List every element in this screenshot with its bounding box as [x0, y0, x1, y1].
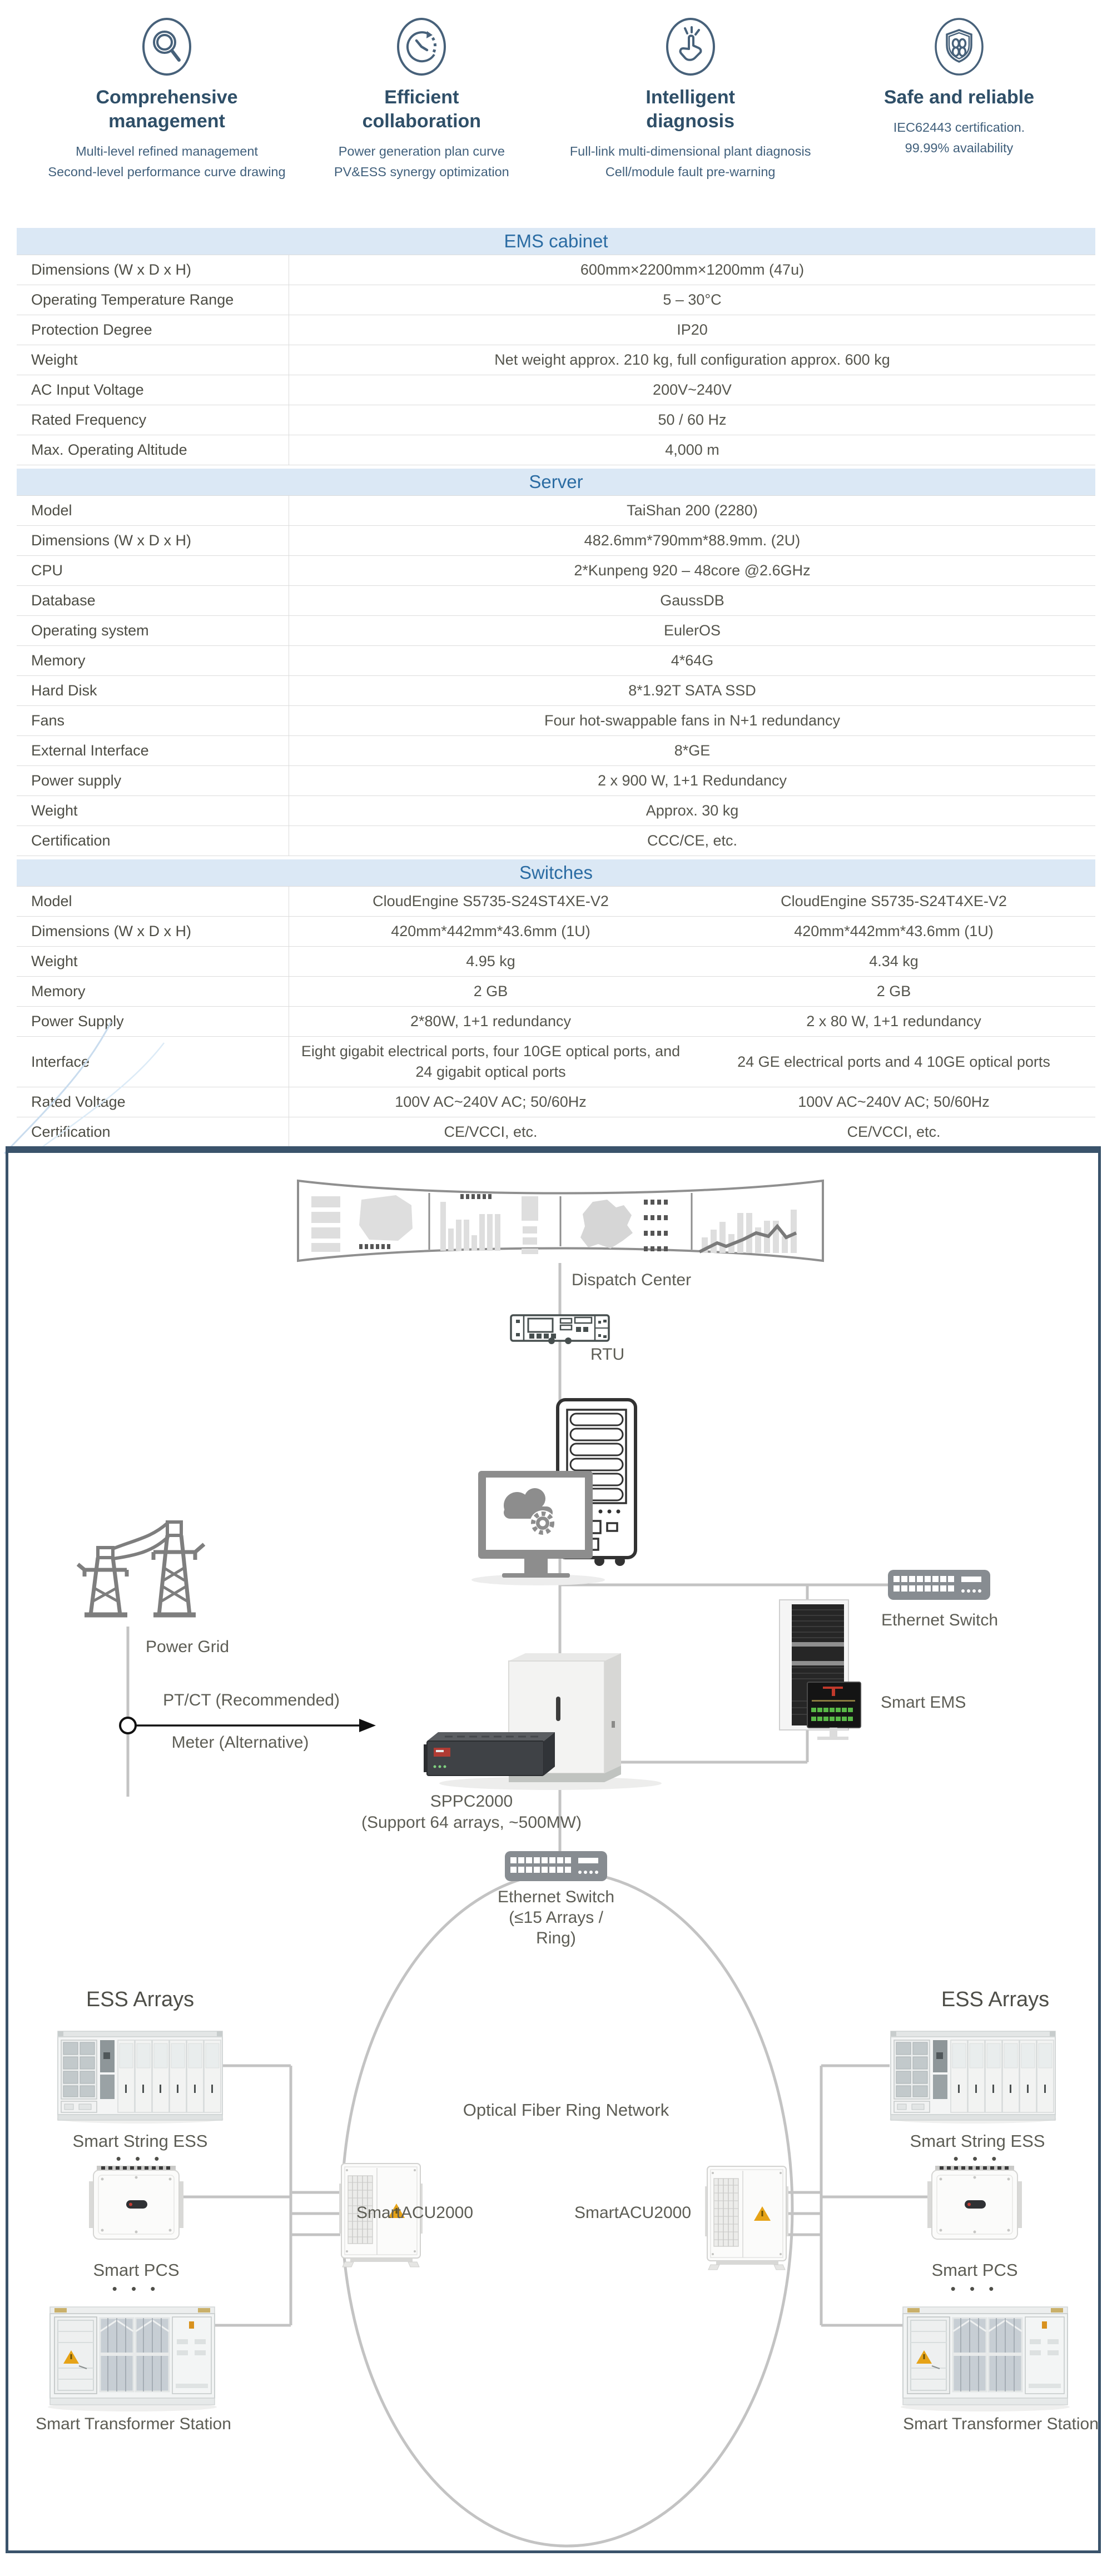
spec-value: 100V AC~240V AC; 50/60Hz — [798, 1093, 990, 1110]
spec-value: 2*Kunpeng 920 – 48core @2.6GHz — [574, 562, 811, 579]
ellipsis-left-1: • • • — [116, 2150, 165, 2167]
label-sppc2000-sub: (Support 64 arrays, ~500MW) — [361, 1813, 582, 1832]
spec-label: Model — [17, 496, 289, 525]
ethernet-switch-right-icon — [888, 1570, 990, 1600]
spec-label: Power supply — [17, 766, 289, 795]
label-transformer-right: Smart Transformer Station — [903, 2415, 1099, 2433]
smart-transformer-right-icon — [901, 2307, 1070, 2411]
spec-value: CCC/CE, etc. — [647, 832, 738, 849]
spec-label: Hard Disk — [17, 676, 289, 705]
spec-label: Rated Voltage — [17, 1087, 289, 1117]
spec-value: CloudEngine S5735-S24ST4XE-V2 — [373, 893, 609, 909]
rtu-icon — [511, 1315, 609, 1344]
ellipsis-right-1: • • • — [953, 2150, 1002, 2167]
feature-subtext: IEC62443 certification. 99.99% availability — [893, 120, 1025, 155]
ellipsis-right-2: • • • — [950, 2280, 999, 2297]
ellipsis-left-2: • • • — [112, 2280, 161, 2297]
spec-label: Weight — [17, 947, 289, 976]
spec-value: 482.6mm*790mm*88.9mm. (2U) — [584, 532, 801, 549]
spec-label: CPU — [17, 556, 289, 585]
dispatch-center-video-wall-icon — [298, 1181, 823, 1261]
spec-value: 8*GE — [674, 742, 711, 759]
spec-value: CE/VCCI, etc. — [444, 1123, 538, 1140]
spec-label: Power Supply — [17, 1007, 289, 1036]
spec-value: Eight gigabit electrical ports, four 10GE optical ports, and 24 gigabit optical ports — [301, 1043, 681, 1080]
spec-value: 100V AC~240V AC; 50/60Hz — [395, 1093, 587, 1110]
spec-value: 24 GE electrical ports and 4 10GE optical ports — [737, 1053, 1050, 1070]
feature-subtext: Multi-level refined management Second-level performance curve drawing — [48, 144, 286, 179]
label-acu-right: SmartACU2000 — [574, 2204, 692, 2222]
spec-label: Operating Temperature Range — [17, 285, 289, 315]
label-rtu: RTU — [590, 1345, 625, 1364]
spec-value: Approx. 30 kg — [646, 802, 739, 819]
smart-string-ess-left-icon — [57, 2031, 224, 2124]
label-meter: Meter (Alternative) — [171, 1733, 309, 1752]
spec-label: Memory — [17, 646, 289, 675]
spec-value: 200V~240V — [653, 381, 732, 398]
ethernet-switch-center-icon — [505, 1851, 607, 1881]
label-acu-left: SmartACU2000 — [356, 2204, 474, 2222]
spec-value: 5 – 30°C — [663, 291, 722, 308]
spec-value: 50 / 60 Hz — [658, 411, 727, 428]
spec-label: Certification — [17, 826, 289, 856]
label-string-ess-left: Smart String ESS — [72, 2131, 208, 2151]
power-grid-icon — [78, 1522, 204, 1615]
spec-label: Database — [17, 586, 289, 615]
table-header: EMS cabinet — [17, 228, 1095, 255]
label-power-grid: Power Grid — [146, 1638, 230, 1656]
label-dispatch-center: Dispatch Center — [572, 1271, 692, 1289]
spec-label: Weight — [17, 345, 289, 375]
spec-value: 420mm*442mm*43.6mm (1U) — [391, 923, 590, 939]
spec-label: Max. Operating Altitude — [17, 435, 289, 465]
smart-transformer-left-icon — [48, 2307, 217, 2411]
spec-value: EulerOS — [663, 622, 721, 639]
label-center-switch-2: (≤15 Arrays / — [509, 1908, 603, 1927]
spec-label: Model — [17, 887, 289, 916]
label-smart-pcs-left: Smart PCS — [93, 2260, 180, 2280]
label-smart-pcs-right: Smart PCS — [931, 2260, 1018, 2280]
sppc2000-icon — [424, 1653, 662, 1790]
label-sppc2000: SPPC2000 — [430, 1792, 513, 1811]
smart-pcs-right-icon — [927, 2166, 1022, 2239]
spec-value: IP20 — [677, 321, 708, 338]
spec-value: 600mm×2200mm×1200mm (47u) — [580, 261, 805, 278]
spec-value: TaiShan 200 (2280) — [627, 502, 758, 519]
label-ethernet-switch-right: Ethernet Switch — [881, 1611, 999, 1629]
feature-title: Comprehensive management — [96, 87, 238, 132]
label-string-ess-right: Smart String ESS — [910, 2131, 1045, 2151]
spec-value: 2 GB — [473, 983, 508, 999]
feature-title: Intelligent diagnosis — [646, 87, 735, 132]
spec-value: 2 x 900 W, 1+1 Redundancy — [598, 772, 787, 789]
spec-label: Memory — [17, 977, 289, 1006]
smart-ems-rack-icon — [780, 1600, 861, 1740]
spec-value: 4.34 kg — [869, 953, 919, 969]
spec-label: Rated Frequency — [17, 405, 289, 435]
spec-label: Operating system — [17, 616, 289, 645]
spec-value: CloudEngine S5735-S24T4XE-V2 — [781, 893, 1007, 909]
spec-value: GaussDB — [660, 592, 724, 609]
label-center-switch-3: Ring) — [536, 1929, 576, 1947]
spec-value: CE/VCCI, etc. — [847, 1123, 941, 1140]
label-transformer-left: Smart Transformer Station — [36, 2415, 231, 2433]
spec-label: Dimensions (W x D x H) — [17, 255, 289, 285]
spec-label: Protection Degree — [17, 315, 289, 345]
feature-title: Safe and reliable — [883, 87, 1035, 108]
table-header: Server — [17, 469, 1095, 495]
feature-title: Efficient collaboration — [362, 87, 481, 132]
table-header: Switches — [17, 859, 1095, 886]
spec-value: Net weight approx. 210 kg, full configuration approx. 600 kg — [494, 351, 890, 368]
spec-value: 2*80W, 1+1 redundancy — [410, 1013, 571, 1030]
spec-label: Dimensions (W x D x H) — [17, 526, 289, 555]
spec-value: 2 GB — [876, 983, 911, 999]
spec-value: 4,000 m — [665, 441, 719, 458]
feature-subtext: Full-link multi-dimensional plant diagnosis Cell/module fault pre-warning — [569, 144, 811, 179]
spec-value: Four hot-swappable fans in N+1 redundancy — [544, 712, 841, 729]
cloud-monitor-icon — [471, 1471, 605, 1585]
spec-label: Weight — [17, 796, 289, 825]
smart-acu2000-right-icon — [705, 2166, 788, 2270]
spec-value: 8*1.92T SATA SSD — [628, 682, 756, 699]
label-pt-ct: PT/CT (Recommended) — [163, 1691, 340, 1709]
spec-value: 4*64G — [671, 652, 714, 669]
spec-label: Interface — [17, 1037, 289, 1087]
label-center-switch-1: Ethernet Switch — [497, 1888, 615, 1906]
meter-node-arrow — [120, 1718, 376, 1733]
spec-label: AC Input Voltage — [17, 375, 289, 405]
smart-string-ess-right-icon — [890, 2031, 1056, 2124]
label-ess-arrays-left: ESS Arrays — [86, 1988, 195, 2011]
spec-label: Dimensions (W x D x H) — [17, 917, 289, 946]
smart-pcs-left-icon — [89, 2166, 183, 2239]
connection-lines — [128, 1263, 945, 2325]
spec-label: Fans — [17, 706, 289, 735]
spec-value: 4.95 kg — [466, 953, 515, 969]
label-ess-arrays-right: ESS Arrays — [941, 1988, 1050, 2011]
spec-value: 420mm*442mm*43.6mm (1U) — [794, 923, 994, 939]
spec-label: Certification — [17, 1117, 289, 1147]
feature-subtext: Power generation plan curve PV&ESS synergy optimization — [334, 144, 509, 179]
spec-value: 2 x 80 W, 1+1 redundancy — [806, 1013, 981, 1030]
label-smart-ems: Smart EMS — [881, 1693, 966, 1712]
spec-label: External Interface — [17, 736, 289, 765]
label-ring-network: Optical Fiber Ring Network — [463, 2100, 669, 2120]
